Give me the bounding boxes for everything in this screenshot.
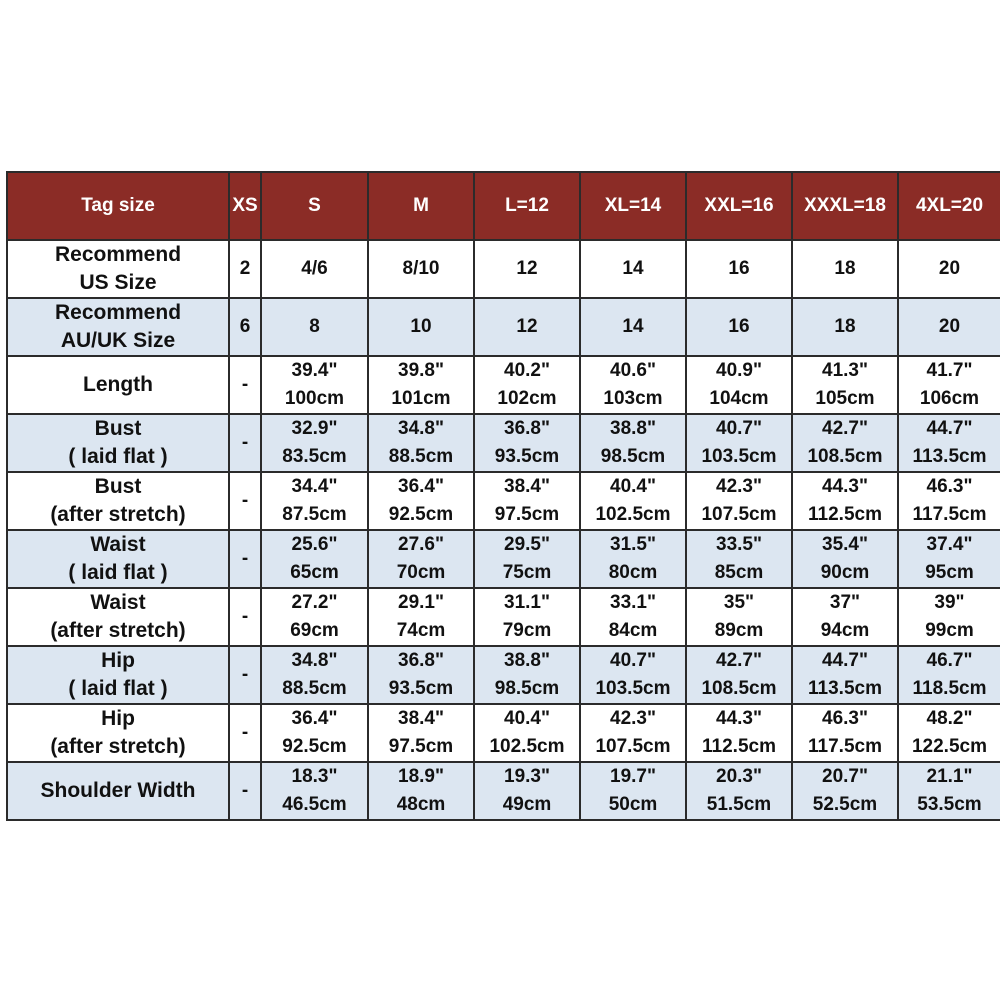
cell-value: 44.7"	[926, 418, 973, 439]
cell-value: 20	[938, 316, 961, 337]
cell-value: 16	[728, 258, 750, 279]
table-cell	[580, 588, 686, 646]
cell-value: -	[241, 722, 249, 743]
table-cell	[792, 240, 898, 298]
cell-value-cm: 87.5cm	[282, 504, 347, 525]
table-cell	[368, 240, 474, 298]
cell-value: 39.8"	[398, 360, 444, 381]
cell-value-cm: 108.5cm	[701, 678, 777, 699]
table-cell	[474, 588, 580, 646]
table-cell	[368, 472, 474, 530]
table-cell	[580, 240, 686, 298]
cell-value-cm: 112.5cm	[808, 504, 882, 525]
cell-value-cm: 52.5cm	[812, 794, 878, 815]
cell-value-cm: 94cm	[820, 620, 870, 641]
table-cell	[580, 530, 686, 588]
row-label-line: Recommend	[54, 301, 182, 324]
cell-value: 39"	[934, 592, 965, 613]
table-cell	[792, 588, 898, 646]
table-row	[7, 530, 1000, 588]
row-label-line: Bust	[94, 417, 142, 440]
cell-value: 19.7"	[610, 766, 656, 787]
row-label-line: Shoulder Width	[40, 779, 196, 802]
row-label	[7, 530, 229, 588]
cell-value-cm: 101cm	[391, 388, 451, 409]
cell-value-cm: 98.5cm	[600, 446, 666, 467]
cell-value: 46.3"	[822, 708, 868, 729]
row-label	[7, 762, 229, 820]
cell-value-cm: 92.5cm	[388, 504, 454, 525]
cell-value-cm: 107.5cm	[595, 736, 671, 757]
cell-value-cm: 49cm	[502, 794, 552, 815]
cell-value: 18	[834, 316, 856, 337]
cell-value: 40.2"	[504, 360, 550, 381]
cell-value: -	[241, 548, 249, 569]
cell-value: 14	[622, 316, 644, 337]
table-cell	[580, 472, 686, 530]
cell-value: 44.7"	[822, 650, 868, 671]
row-label-line: Recommend	[54, 243, 182, 266]
header-size-xl-14: XL=14	[580, 172, 686, 240]
header-size-s: S	[261, 172, 368, 240]
table-cell	[474, 762, 580, 820]
row-label	[7, 704, 229, 762]
cell-value-cm: 99cm	[925, 620, 974, 641]
size-table	[6, 171, 1000, 821]
table-cell	[792, 530, 898, 588]
cell-value: 35"	[723, 592, 755, 613]
row-label-line: Waist	[90, 591, 146, 614]
cell-value-cm: 97.5cm	[494, 504, 560, 525]
header-row	[7, 172, 1000, 240]
table-cell	[898, 588, 1000, 646]
cell-value: 34.8"	[398, 418, 444, 439]
table-cell	[474, 646, 580, 704]
table-cell	[686, 356, 792, 414]
table-cell	[261, 588, 368, 646]
table-cell	[686, 588, 792, 646]
cell-value-cm: 85cm	[714, 562, 764, 583]
cell-value-cm: 80cm	[608, 562, 658, 583]
table-cell	[229, 472, 261, 530]
cell-value: 40.7"	[610, 650, 656, 671]
cell-value: 37"	[829, 592, 861, 613]
table-cell	[368, 530, 474, 588]
row-label-line: US Size	[79, 271, 157, 294]
header-size-l-12: L=12	[474, 172, 580, 240]
cell-value-cm: 106cm	[919, 388, 980, 409]
cell-value-cm: 69cm	[290, 620, 339, 641]
cell-value-cm: 95cm	[925, 562, 974, 583]
table-cell	[229, 414, 261, 472]
table-cell	[368, 588, 474, 646]
table-cell	[580, 704, 686, 762]
table-cell	[229, 704, 261, 762]
cell-value: 4/6	[301, 258, 328, 279]
cell-value: 12	[516, 316, 538, 337]
cell-value: 20.3"	[716, 766, 762, 787]
table-cell	[229, 240, 261, 298]
cell-value-cm: 117.5cm	[808, 736, 882, 757]
table-cell	[474, 704, 580, 762]
cell-value: 46.3"	[926, 476, 973, 497]
row-label	[7, 298, 229, 356]
table-cell	[792, 646, 898, 704]
cell-value-cm: 50cm	[608, 794, 658, 815]
table-cell	[898, 240, 1000, 298]
cell-value: 40.7"	[716, 418, 762, 439]
cell-value: 42.3"	[610, 708, 656, 729]
cell-value: -	[241, 780, 249, 801]
cell-value: 16	[728, 316, 750, 337]
cell-value: 18.3"	[291, 766, 338, 787]
table-cell	[229, 530, 261, 588]
table-cell	[368, 704, 474, 762]
cell-value-cm: 53.5cm	[917, 794, 982, 815]
table-header	[7, 172, 1000, 240]
row-label-line: AU/UK Size	[60, 329, 176, 352]
row-label-line: ( laid flat )	[68, 445, 168, 468]
cell-value: -	[241, 664, 249, 685]
table-cell	[229, 298, 261, 356]
table-cell	[686, 646, 792, 704]
cell-value: 40.4"	[610, 476, 656, 497]
row-label-line: Waist	[90, 533, 146, 556]
row-label-line: (after stretch)	[50, 619, 186, 642]
row-label-line: ( laid flat )	[68, 561, 168, 584]
table-cell	[261, 704, 368, 762]
table-cell	[792, 298, 898, 356]
table-cell	[686, 298, 792, 356]
header-size-xxxl-18: XXXL=18	[792, 172, 898, 240]
table-row	[7, 240, 1000, 298]
table-cell	[686, 762, 792, 820]
cell-value-cm: 108.5cm	[807, 446, 883, 467]
table-row	[7, 762, 1000, 820]
table-cell	[368, 356, 474, 414]
header-tag-size: Tag size	[7, 172, 229, 240]
table-cell	[261, 762, 368, 820]
cell-value: -	[241, 606, 249, 627]
cell-value: 19.3"	[504, 766, 550, 787]
table-cell	[368, 762, 474, 820]
table-cell	[898, 472, 1000, 530]
cell-value: 20	[938, 258, 961, 279]
cell-value: 38.4"	[504, 476, 550, 497]
cell-value-cm: 88.5cm	[388, 446, 454, 467]
cell-value: 34.4"	[291, 476, 338, 497]
table-cell	[474, 530, 580, 588]
table-cell	[580, 762, 686, 820]
cell-value: 32.9"	[291, 418, 338, 439]
cell-value-cm: 92.5cm	[282, 736, 347, 757]
table-cell	[686, 530, 792, 588]
table-cell	[792, 762, 898, 820]
table-cell	[898, 762, 1000, 820]
table-cell	[580, 298, 686, 356]
header-size-4xl-20: 4XL=20	[898, 172, 1000, 240]
cell-value-cm: 107.5cm	[701, 504, 777, 525]
table-cell	[792, 704, 898, 762]
table-cell	[898, 356, 1000, 414]
row-label	[7, 646, 229, 704]
table-cell	[792, 356, 898, 414]
cell-value-cm: 100cm	[284, 388, 345, 409]
cell-value: 42.3"	[716, 476, 762, 497]
cell-value-cm: 51.5cm	[706, 794, 772, 815]
cell-value-cm: 102cm	[497, 388, 557, 409]
cell-value: 38.4"	[398, 708, 444, 729]
cell-value: 42.7"	[822, 418, 868, 439]
row-label	[7, 240, 229, 298]
cell-value: 44.3"	[822, 476, 868, 497]
table-cell	[898, 298, 1000, 356]
table-cell	[229, 356, 261, 414]
header-size-xxl-16: XXL=16	[686, 172, 792, 240]
table-cell	[686, 240, 792, 298]
cell-value: 14	[622, 258, 644, 279]
cell-value: 34.8"	[291, 650, 338, 671]
cell-value-cm: 118.5cm	[912, 678, 987, 699]
row-label-line: (after stretch)	[50, 735, 186, 758]
row-label	[7, 588, 229, 646]
cell-value: 38.8"	[504, 650, 550, 671]
table-cell	[368, 414, 474, 472]
header-size-xs: XS	[229, 172, 261, 240]
cell-value: 36.8"	[398, 650, 444, 671]
cell-value: 18.9"	[398, 766, 444, 787]
cell-value: 37.4"	[926, 534, 973, 555]
cell-value: 40.4"	[504, 708, 550, 729]
row-label	[7, 472, 229, 530]
cell-value-cm: 113.5cm	[912, 446, 987, 467]
cell-value: 27.2"	[291, 592, 338, 613]
cell-value: 41.3"	[822, 360, 868, 381]
cell-value: 12	[516, 258, 538, 279]
table-cell	[686, 414, 792, 472]
row-label-line: Length	[83, 373, 153, 396]
cell-value: 18	[834, 258, 856, 279]
cell-value: 29.1"	[398, 592, 444, 613]
cell-value-cm: 112.5cm	[702, 736, 776, 757]
row-label	[7, 414, 229, 472]
row-label-line: ( laid flat )	[68, 677, 168, 700]
table-cell	[898, 704, 1000, 762]
row-label-line: Bust	[94, 475, 142, 498]
cell-value-cm: 113.5cm	[808, 678, 882, 699]
cell-value: -	[241, 374, 249, 395]
table-cell	[686, 704, 792, 762]
cell-value-cm: 90cm	[820, 562, 870, 583]
cell-value: 48.2"	[926, 708, 973, 729]
cell-value: 44.3"	[716, 708, 762, 729]
cell-value: 8	[309, 316, 320, 337]
table-cell	[792, 472, 898, 530]
table-cell	[229, 646, 261, 704]
table-cell	[474, 472, 580, 530]
table-cell	[474, 240, 580, 298]
table-row	[7, 414, 1000, 472]
table-row	[7, 298, 1000, 356]
table-cell	[368, 298, 474, 356]
cell-value: -	[241, 432, 249, 453]
table-cell	[580, 414, 686, 472]
cell-value-cm: 104cm	[709, 388, 769, 409]
cell-value-cm: 102.5cm	[595, 504, 671, 525]
cell-value: 25.6"	[291, 534, 338, 555]
row-label-line: (after stretch)	[50, 503, 186, 526]
cell-value-cm: 103cm	[603, 388, 663, 409]
cell-value-cm: 103.5cm	[595, 678, 671, 699]
table-row	[7, 704, 1000, 762]
table-cell	[898, 646, 1000, 704]
cell-value-cm: 89cm	[714, 620, 764, 641]
cell-value: 35.4"	[822, 534, 868, 555]
table-cell	[368, 646, 474, 704]
table-cell	[898, 530, 1000, 588]
cell-value-cm: 84cm	[608, 620, 658, 641]
table-cell	[261, 646, 368, 704]
cell-value: 21.1"	[926, 766, 973, 787]
cell-value: 38.8"	[610, 418, 656, 439]
cell-value-cm: 103.5cm	[701, 446, 777, 467]
table-cell	[898, 414, 1000, 472]
table-cell	[229, 588, 261, 646]
cell-value-cm: 70cm	[396, 562, 446, 583]
table-cell	[580, 356, 686, 414]
cell-value: 40.9"	[716, 360, 762, 381]
table-cell	[474, 356, 580, 414]
table-cell	[261, 356, 368, 414]
cell-value-cm: 46.5cm	[282, 794, 347, 815]
cell-value: 29.5"	[504, 534, 550, 555]
table-cell	[229, 762, 261, 820]
table-cell	[261, 298, 368, 356]
cell-value: 10	[410, 316, 432, 337]
table-cell	[261, 240, 368, 298]
cell-value-cm: 117.5cm	[912, 504, 987, 525]
cell-value-cm: 88.5cm	[282, 678, 347, 699]
cell-value: 40.6"	[610, 360, 656, 381]
table-cell	[261, 472, 368, 530]
table-cell	[261, 414, 368, 472]
cell-value: 36.4"	[398, 476, 444, 497]
cell-value: 46.7"	[926, 650, 973, 671]
cell-value: 8/10	[402, 258, 440, 279]
cell-value: 2	[239, 258, 251, 279]
cell-value-cm: 93.5cm	[388, 678, 454, 699]
table-cell	[261, 530, 368, 588]
cell-value-cm: 75cm	[502, 562, 552, 583]
header-size-m: M	[368, 172, 474, 240]
cell-value-cm: 79cm	[502, 620, 552, 641]
cell-value: 27.6"	[398, 534, 444, 555]
table-body	[7, 240, 1000, 820]
cell-value: 20.7"	[822, 766, 868, 787]
table-cell	[792, 414, 898, 472]
row-label-line: Hip	[101, 649, 135, 672]
cell-value: 41.7"	[926, 360, 973, 381]
row-label	[7, 356, 229, 414]
table-row	[7, 356, 1000, 414]
cell-value: 36.8"	[504, 418, 550, 439]
size-chart	[6, 171, 1000, 821]
cell-value-cm: 93.5cm	[494, 446, 560, 467]
cell-value: 39.4"	[291, 360, 338, 381]
cell-value-cm: 74cm	[396, 620, 446, 641]
cell-value: 33.1"	[610, 592, 656, 613]
cell-value: 36.4"	[291, 708, 338, 729]
cell-value-cm: 98.5cm	[494, 678, 560, 699]
cell-value: 6	[239, 316, 251, 337]
table-row	[7, 588, 1000, 646]
cell-value-cm: 122.5cm	[911, 736, 987, 757]
cell-value-cm: 97.5cm	[388, 736, 454, 757]
cell-value: 42.7"	[716, 650, 762, 671]
table-cell	[580, 646, 686, 704]
table-row	[7, 472, 1000, 530]
cell-value-cm: 105cm	[815, 388, 875, 409]
cell-value: 31.5"	[610, 534, 656, 555]
cell-value-cm: 65cm	[290, 562, 339, 583]
cell-value-cm: 102.5cm	[489, 736, 565, 757]
table-cell	[686, 472, 792, 530]
table-row	[7, 646, 1000, 704]
table-cell	[474, 298, 580, 356]
cell-value: 33.5"	[716, 534, 762, 555]
cell-value: -	[241, 490, 249, 511]
cell-value-cm: 83.5cm	[282, 446, 347, 467]
row-label-line: Hip	[101, 707, 135, 730]
cell-value: 31.1"	[504, 592, 550, 613]
cell-value-cm: 48cm	[396, 794, 446, 815]
table-cell	[474, 414, 580, 472]
